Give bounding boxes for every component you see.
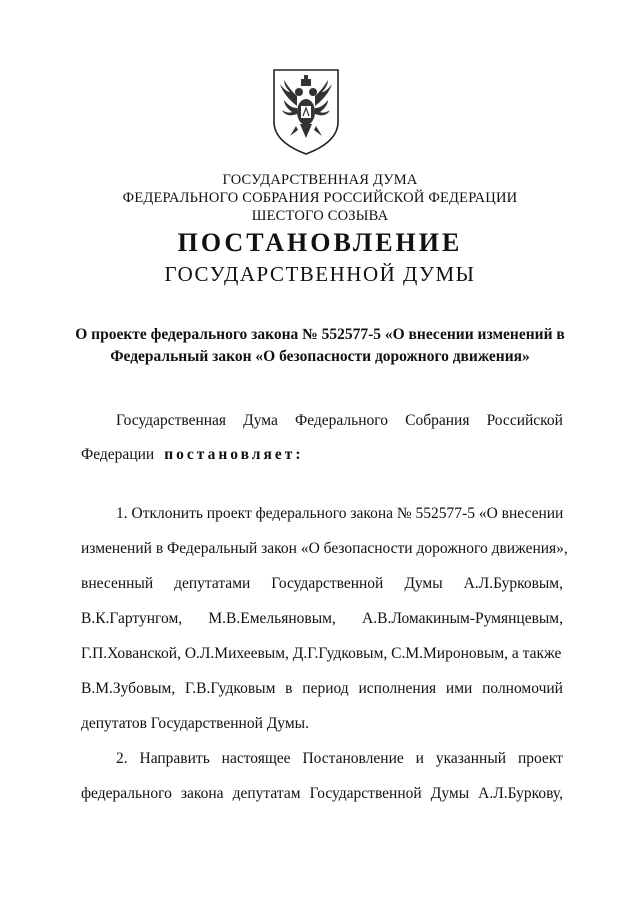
decree-word: постановляет: bbox=[164, 446, 304, 463]
subject-line-2: Федеральный закон «О безопасности дорожного движения» bbox=[110, 348, 530, 365]
item-1-line-3 bbox=[81, 575, 563, 593]
text-word: Постановление bbox=[302, 750, 404, 767]
document-subtitle: ГОСУДАРСТВЕННОЙ ДУМЫ bbox=[164, 262, 476, 286]
item-1-line-4 bbox=[81, 610, 563, 628]
text-word: В.М.Зубовым, bbox=[81, 680, 176, 697]
text-word: Думы bbox=[430, 785, 470, 802]
issuer-line-2: ФЕДЕРАЛЬНОГО СОБРАНИЯ РОССИЙСКОЙ ФЕДЕРАЦИИ bbox=[122, 190, 518, 206]
text-word: Государственной bbox=[309, 785, 422, 802]
text-word: А.Л.Бурковым, bbox=[463, 575, 563, 592]
text-word: исполнения bbox=[358, 680, 437, 697]
issuer-line-3: ШЕСТОГО СОЗЫВА bbox=[251, 208, 389, 224]
text-word: в bbox=[285, 680, 293, 697]
preamble-word: Федерального bbox=[294, 412, 389, 429]
coat-of-arms-icon bbox=[270, 66, 342, 156]
text-word: 2. bbox=[116, 750, 128, 767]
text-word: А.Л.Буркову, bbox=[478, 785, 563, 802]
item-1-line-7: депутатов Государственной Думы. bbox=[81, 715, 309, 732]
text-word: Государственной bbox=[271, 575, 384, 592]
preamble-word: Собрания bbox=[405, 412, 470, 429]
text-word: депутатам bbox=[232, 785, 301, 802]
text-word: ими bbox=[445, 680, 473, 697]
text-word: В.К.Гартунгом, bbox=[81, 610, 183, 627]
item-1-line-2: изменений в Федеральный закон «О безопасности дорожного движения», bbox=[81, 540, 568, 557]
text-word: депутатами bbox=[174, 575, 251, 592]
text-word: Думы bbox=[404, 575, 443, 592]
text-word: настоящее bbox=[221, 750, 291, 767]
text-word: внесенный bbox=[81, 575, 154, 592]
item-1-line-1: 1. Отклонить проект федерального закона № 552577-5 «О внесении bbox=[116, 505, 564, 522]
text-word: Г.В.Гудковым bbox=[185, 680, 276, 697]
text-word: федерального bbox=[81, 785, 172, 802]
text-word: М.В.Емельяновым, bbox=[208, 610, 336, 627]
text-word: Направить bbox=[139, 750, 210, 767]
text-word: А.В.Ломакиным-Румянцевым, bbox=[362, 610, 563, 627]
text-word: проект bbox=[517, 750, 563, 767]
text-word: полномочий bbox=[482, 680, 563, 697]
preamble-line-2 bbox=[81, 446, 563, 464]
subject-line-1: О проекте федерального закона № 552577-5 «О внесении изменений в bbox=[75, 326, 565, 343]
preamble-word: Федерации bbox=[81, 446, 155, 463]
item-2-line-2 bbox=[81, 785, 563, 803]
preamble-word: Государственная bbox=[116, 412, 227, 429]
text-word: указанный bbox=[435, 750, 507, 767]
item-1-line-5: Г.П.Хованской, О.Л.Михеевым, Д.Г.Гудковым, С.М.Мироновым, а также bbox=[81, 645, 562, 662]
preamble-word: Дума bbox=[243, 412, 278, 429]
item-1-line-6 bbox=[81, 680, 563, 698]
document-subject bbox=[60, 324, 580, 368]
preamble-word: Российской bbox=[486, 412, 563, 429]
text-word: и bbox=[415, 750, 424, 767]
preamble-line-1 bbox=[116, 412, 563, 430]
item-2-line-1 bbox=[116, 750, 563, 768]
document-title: ПОСТАНОВЛЕНИЕ bbox=[177, 228, 463, 257]
issuer-line-1: ГОСУДАРСТВЕННАЯ ДУМА bbox=[222, 172, 418, 188]
text-word: период bbox=[302, 680, 349, 697]
text-word: закона bbox=[180, 785, 224, 802]
